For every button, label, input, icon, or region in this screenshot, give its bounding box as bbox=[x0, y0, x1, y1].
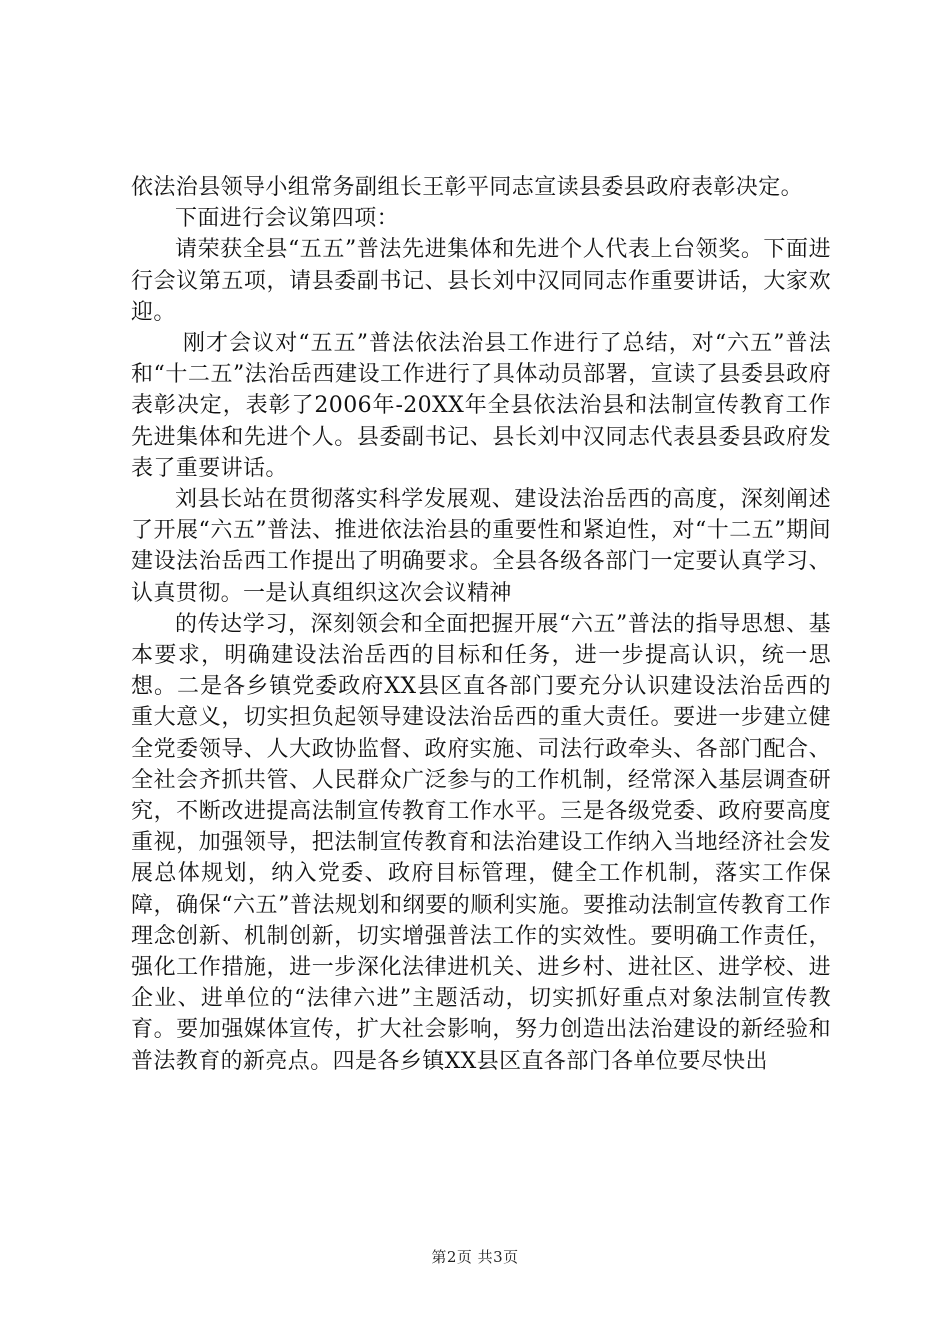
page-number-footer: 第2页 共3页 bbox=[431, 1248, 519, 1266]
document-body bbox=[131, 172, 831, 1077]
paragraph-4: 刚才会议对“五五”普法依法治县工作进行了总结，对“六五”普法和“十二五”法治岳西建设工作进行了具体动员部署，宣读了县委县政府表彰决定，表彰了2006年-20XX年全县依法治县和法制宣传教育工作先进集体和先进个人。县委副书记、县长刘中汉同志代表县委县政府发表了重要讲话。 bbox=[131, 331, 831, 481]
paragraph-1: 依法治县领导小组常务副组长王彰平同志宣读县委县政府表彰决定。 bbox=[131, 175, 804, 200]
paragraph-5: 刘县长站在贯彻落实科学发展观、建设法治岳西的高度，深刻阐述了开展“六五”普法、推进依法治县的重要性和紧迫性，对“十二五”期间建设法治岳西工作提出了明确要求。全县各级各部门一定要认真学习、认真贯彻。一是认真组织这次会议精神 bbox=[131, 487, 831, 606]
paragraph-6: 的传达学习，深刻领会和全面把握开展“六五”普法的指导思想、基本要求，明确建设法治岳西的目标和任务，进一步提高认识，统一思想。二是各乡镇党委政府XX县区直各部门要充分认识建设法治岳西的重大意义，切实担负起领导建设法治岳西的重大责任。要进一步建立健全党委领导、人大政协监督、政府实施、司法行政牵头、各部门配合、全社会齐抓共管、人民群众广泛参与的工作机制，经常深入基层调查研究，不断改进提高法制宣传教育工作水平。三是各级党委、政府要高度重视，加强领导，把法制宣传教育和法治建设工作纳入当地经济社会发展总体规划，纳入党委、政府目标管理，健全工作机制，落实工作保障，确保“六五”普法规划和纲要的顺利实施。要推动法制宣传教育工作理念创新、机制创新，切实增强普法工作的实效性。要明确工作责任，强化工作措施，进一步深化法律进机关、进乡村、进社区、进学校、进企业、进单位的“法律六进”主题活动，切实抓好重点对象法制宣传教育。要加强媒体宣传，扩大社会影响，努力创造出法治建设的新经验和普法教育的新亮点。四是各乡镇XX县区直各部门各单位要尽快出 bbox=[131, 611, 831, 1074]
paragraph-3: 请荣获全县“五五”普法先进集体和先进个人代表上台领奖。下面进行会议第五项，请县委副书记、县长刘中汉同同志作重要讲话，大家欢迎。 bbox=[131, 237, 831, 325]
paragraph-2: 下面进行会议第四项： bbox=[175, 206, 400, 232]
